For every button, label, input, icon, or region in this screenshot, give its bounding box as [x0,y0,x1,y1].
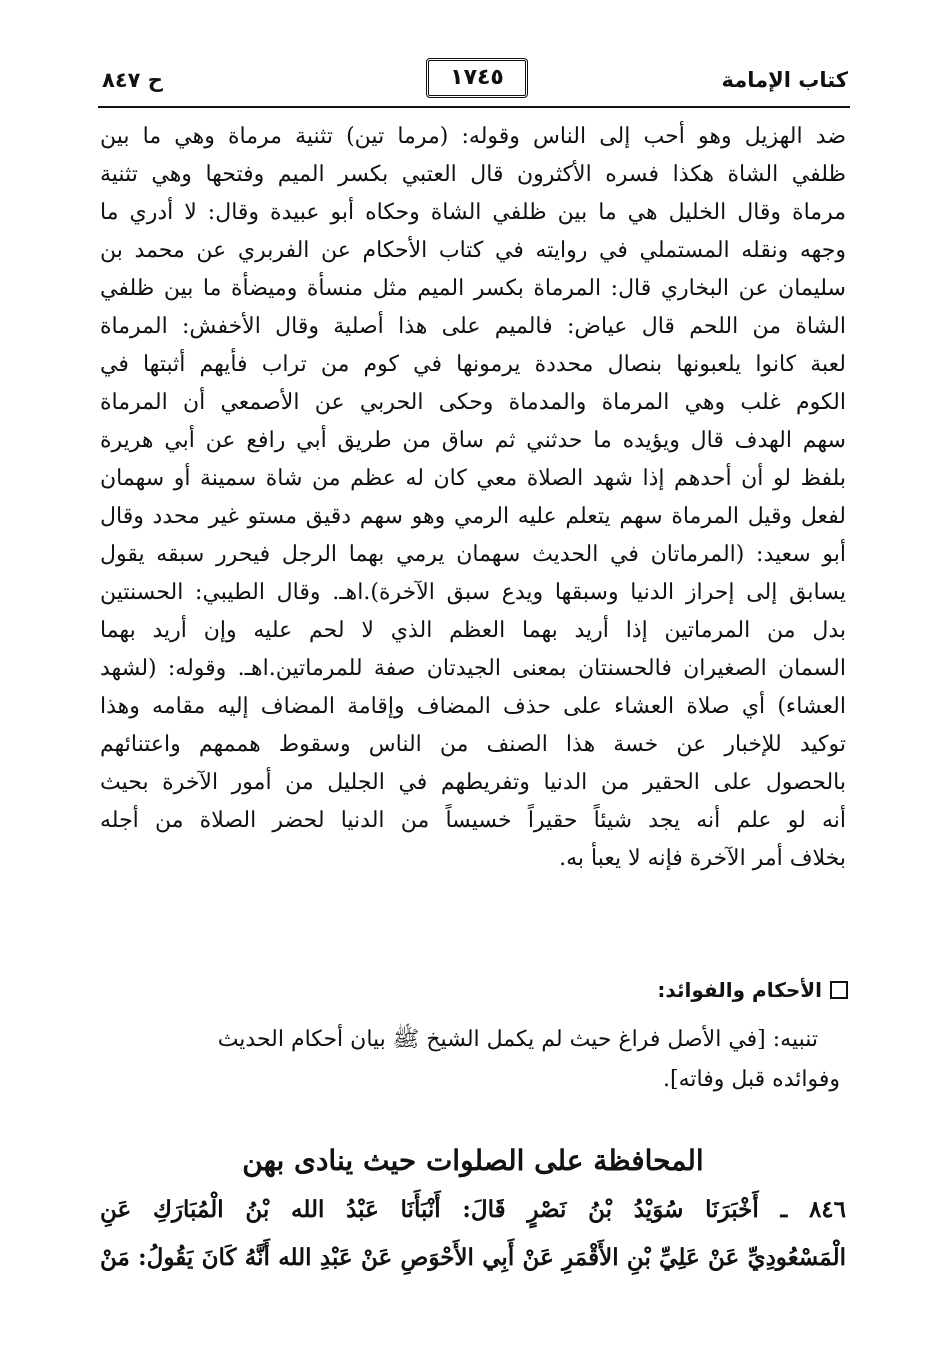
text-line: مرماة وقال الخليل هي ما بين ظلفي الشاة وحكاه أبو عبيدة وقال: لا أدري ما [100,200,846,225]
text-line: السمان الصغيران فالحسنتان بمعنى الجيدتان صفة للمرماتين.اهـ. وقوله: (لشهد [100,656,846,681]
header-divider [98,106,850,108]
hadith-line: الْمَسْعُودِيِّ عَنْ عَلِيِّ بْنِ الأَقْمَرِ عَنْ أَبِي الأَحْوَصِ عَنْ عَبْدِ الله أَنَّهُ كَانَ يَقُولُ: مَنْ [100,1244,846,1271]
text-line: وجهه ونقله المستملي في روايته في كتاب الأحكام عن الفربري عن محمد بن [100,238,846,263]
text-line: الكوم غلب وهي المرماة والمدماة وحكى الحربي عن الأصمعي أن المرماة [100,390,846,415]
text-line: بخلاف أمر الآخرة فإنه لا يعبأ به. [559,846,846,871]
text-line: ظلفي الشاة هكذا فسره الأكثرون قال العتبي بكسر الميم وفتحها وهي تثنية [100,162,846,187]
commentary-text [100,118,846,878]
page-header [98,52,850,108]
note-line: وفوائده قبل وفاته]. [663,1067,840,1092]
text-line: بالحصول على الحقير من الدنيا وتفريطهم في الجليل من أمور الآخرة بحيث [100,770,846,795]
text-line: ضد الهزيل وهو أحب إلى الناس وقوله: (مرما تين) تثنية مرماة وهي ما بين [100,124,846,149]
note-text [100,1020,840,1100]
page-number-badge: ١٧٤٥ [426,58,528,98]
running-head-chapter: كتاب الإمامة [721,68,848,92]
hadith-line: ٨٤٦ ـ أَخْبَرَنَا سُوَيْدُ بْنُ نَصْرٍ قَالَ: أَنْبَأَنَا عَبْدُ الله بْنُ الْمُبَارَكِ عَنِ [100,1196,846,1223]
running-head-hadith-ref: ح ٨٤٧ [102,68,163,92]
chapter-title: المحافظة على الصلوات حيث ينادى بهن [242,1144,704,1177]
text-line: العشاء) أي صلاة العشاء على حذف المضاف وإقامة المضاف إليه مقامه وهذا [100,694,846,719]
text-line: سهم الهدف قال ويؤيده ما حدثني ثم ساق من طريق أبي رافع عن أبي هريرة [100,428,846,453]
text-line: بلفظ لو أن أحدهم إذا شهد الصلاة معي كان له عظم من شاة سمينة أو سهمان [100,466,846,491]
note-line: تنبيه: [في الأصل فراغ حيث لم يكمل الشيخ ﷺ بيان أحكام الحديث [217,1027,818,1052]
text-line: أبو سعيد: (المرماتان في الحديث سهمان يرمي بهما الرجل فيحرر سبقه يقول [100,542,846,567]
text-line: الشاة من اللحم قال عياض: فالميم على هذا أصلية وقال الأخفش: المرماة [100,314,846,339]
text-line: لفعل وقيل المرماة سهم يتعلم عليه الرمي وهو سهم دقيق مستو غير محدد وقال [100,504,846,529]
square-bullet-icon [830,981,848,999]
text-line: بدل من المرماتين إذا أريد بهما العظم الذي لا لحم عليه وإن أريد بهما [100,618,846,643]
text-line: سليمان عن البخاري قال: المرماة بكسر الميم مثل منسأة وميضأة ما بين ظلفي [100,276,846,301]
text-line: لعبة كانوا يلعبونها بنصال محددة يرمونها في كوم من تراب فأيهم أثبتها في [100,352,846,377]
text-line: توكيد للإخبار عن خسة هذا الصنف من الناس وسقوط هممهم واعتنائهم [100,732,846,757]
section-heading [657,978,848,1002]
hadith-text [100,1186,846,1282]
text-line: أنه لو علم أنه يجد شيئاً حقيراً خسيساً من الدنيا لحضر الصلاة من أجله [100,808,846,833]
section-heading-label: الأحكام والفوائد: [657,978,822,1002]
text-line: يسابق إلى إحراز الدنيا وسبقها ويدع سبق الآخرة).اهـ. وقال الطيبي: الحسنتين [100,580,846,605]
